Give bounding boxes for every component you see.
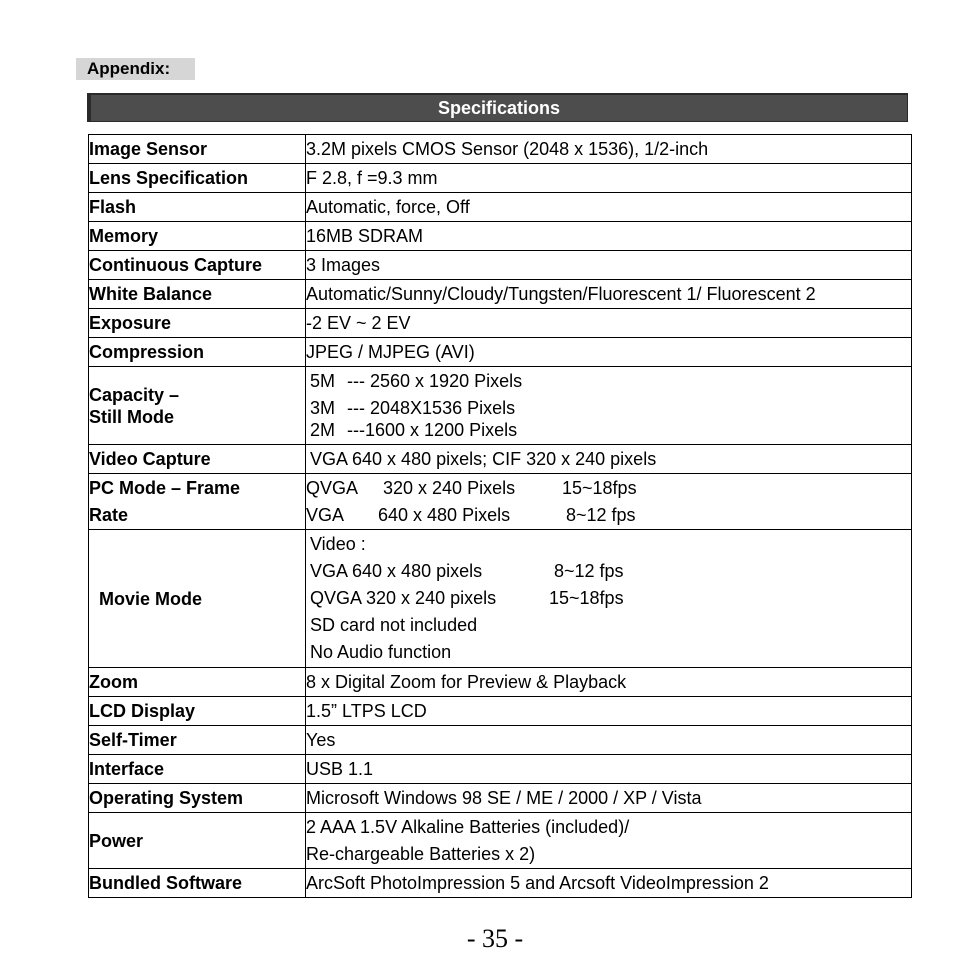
- spec-value: [306, 474, 912, 530]
- spec-value: USB 1.1: [306, 755, 912, 784]
- label-line: Still Mode: [89, 406, 174, 427]
- spec-value: [306, 367, 912, 445]
- spec-value: VGA 640 x 480 pixels; CIF 320 x 240 pixels: [306, 445, 912, 474]
- spec-label: Video Capture: [89, 445, 306, 474]
- row-bundled-software: [89, 869, 912, 898]
- capacity-resolution: --- 2560 x 1920 Pixels: [347, 371, 523, 391]
- capacity-mode: 2M: [310, 420, 336, 440]
- frame-format: VGA: [306, 504, 345, 525]
- spec-label: [89, 367, 306, 445]
- row-operating-system: [89, 784, 912, 813]
- row-memory: [89, 222, 912, 251]
- specifications-banner: Specifications: [87, 93, 908, 122]
- movie-line: [310, 558, 911, 585]
- spec-label: Bundled Software: [89, 869, 306, 898]
- capacity-line: [310, 397, 911, 419]
- row-white-balance: [89, 280, 912, 309]
- row-pc-mode-frame-rate: [89, 474, 912, 530]
- spec-value: Automatic, force, Off: [306, 193, 912, 222]
- label-line: Capacity –: [89, 384, 180, 405]
- spec-value: ArcSoft PhotoImpression 5 and Arcsoft VideoImpression 2: [306, 869, 912, 898]
- spec-label: Power: [89, 813, 306, 869]
- spec-value: Yes: [306, 726, 912, 755]
- row-interface: [89, 755, 912, 784]
- spec-value: Automatic/Sunny/Cloudy/Tungsten/Fluorescent 1/ Fluorescent 2: [306, 280, 912, 309]
- spec-label: Lens Specification: [89, 164, 306, 193]
- capacity-line: [310, 370, 911, 392]
- label-line: Rate: [89, 504, 129, 525]
- capacity-resolution: ---1600 x 1200 Pixels: [347, 420, 518, 440]
- row-flash: [89, 193, 912, 222]
- spec-label: LCD Display: [89, 697, 306, 726]
- spec-value: 8 x Digital Zoom for Preview & Playback: [306, 668, 912, 697]
- spec-label: Continuous Capture: [89, 251, 306, 280]
- spec-value: JPEG / MJPEG (AVI): [306, 338, 912, 367]
- row-lcd-display: [89, 697, 912, 726]
- spec-label: Flash: [89, 193, 306, 222]
- capacity-resolution: --- 2048X1536 Pixels: [347, 398, 516, 418]
- row-power: [89, 813, 912, 869]
- movie-resolution: QVGA 320 x 240 pixels: [310, 588, 497, 608]
- page-number: - 35 -: [466, 924, 524, 953]
- spec-label: [89, 474, 306, 530]
- spec-label: White Balance: [89, 280, 306, 309]
- movie-line: [310, 585, 911, 612]
- spec-value: [306, 530, 912, 668]
- frame-format: QVGA: [306, 477, 359, 498]
- row-zoom: [89, 668, 912, 697]
- frame-fps: 15~18fps: [562, 477, 637, 498]
- spec-label: Exposure: [89, 309, 306, 338]
- frame-resolution: 320 x 240 Pixels: [383, 477, 516, 498]
- spec-label: Compression: [89, 338, 306, 367]
- spec-value: F 2.8, f =9.3 mm: [306, 164, 912, 193]
- spec-value: 3.2M pixels CMOS Sensor (2048 x 1536), 1/2-inch: [306, 135, 912, 164]
- row-movie-mode: [89, 530, 912, 668]
- row-continuous-capture: [89, 251, 912, 280]
- capacity-mode: 5M: [310, 371, 336, 391]
- row-exposure: [89, 309, 912, 338]
- frame-fps: 8~12 fps: [566, 504, 636, 525]
- spec-value: 3 Images: [306, 251, 912, 280]
- frame-rate-line: [306, 502, 911, 529]
- row-capacity-still-mode: [89, 367, 912, 445]
- spec-value: -2 EV ~ 2 EV: [306, 309, 912, 338]
- movie-heading: Video :: [310, 534, 366, 554]
- movie-fps: 15~18fps: [549, 588, 624, 608]
- row-video-capture: [89, 445, 912, 474]
- spec-value: 1.5” LTPS LCD: [306, 697, 912, 726]
- frame-rate-line: [306, 475, 911, 502]
- specifications-table: [88, 134, 912, 898]
- movie-note: No Audio function: [310, 642, 452, 662]
- spec-label: Memory: [89, 222, 306, 251]
- movie-note: SD card not included: [310, 615, 478, 635]
- spec-value: 16MB SDRAM: [306, 222, 912, 251]
- movie-fps: 8~12 fps: [554, 561, 624, 581]
- spec-label: Self-Timer: [89, 726, 306, 755]
- spec-label: Movie Mode: [89, 530, 306, 668]
- capacity-mode: 3M: [310, 398, 336, 418]
- spec-label: Image Sensor: [89, 135, 306, 164]
- appendix-label: Appendix:: [76, 58, 195, 80]
- label-line: PC Mode – Frame: [89, 477, 241, 498]
- spec-label: Zoom: [89, 668, 306, 697]
- spec-label: Operating System: [89, 784, 306, 813]
- movie-resolution: VGA 640 x 480 pixels: [310, 561, 483, 581]
- power-line: 2 AAA 1.5V Alkaline Batteries (included)/: [306, 816, 630, 837]
- capacity-line: [310, 419, 911, 441]
- row-self-timer: [89, 726, 912, 755]
- row-lens-specification: [89, 164, 912, 193]
- spec-label: Interface: [89, 755, 306, 784]
- spec-value: Microsoft Windows 98 SE / ME / 2000 / XP / Vista: [306, 784, 912, 813]
- row-image-sensor: [89, 135, 912, 164]
- frame-resolution: 640 x 480 Pixels: [378, 504, 511, 525]
- power-line: Re-chargeable Batteries x 2): [306, 843, 536, 864]
- row-compression: [89, 338, 912, 367]
- spec-value: [306, 813, 912, 869]
